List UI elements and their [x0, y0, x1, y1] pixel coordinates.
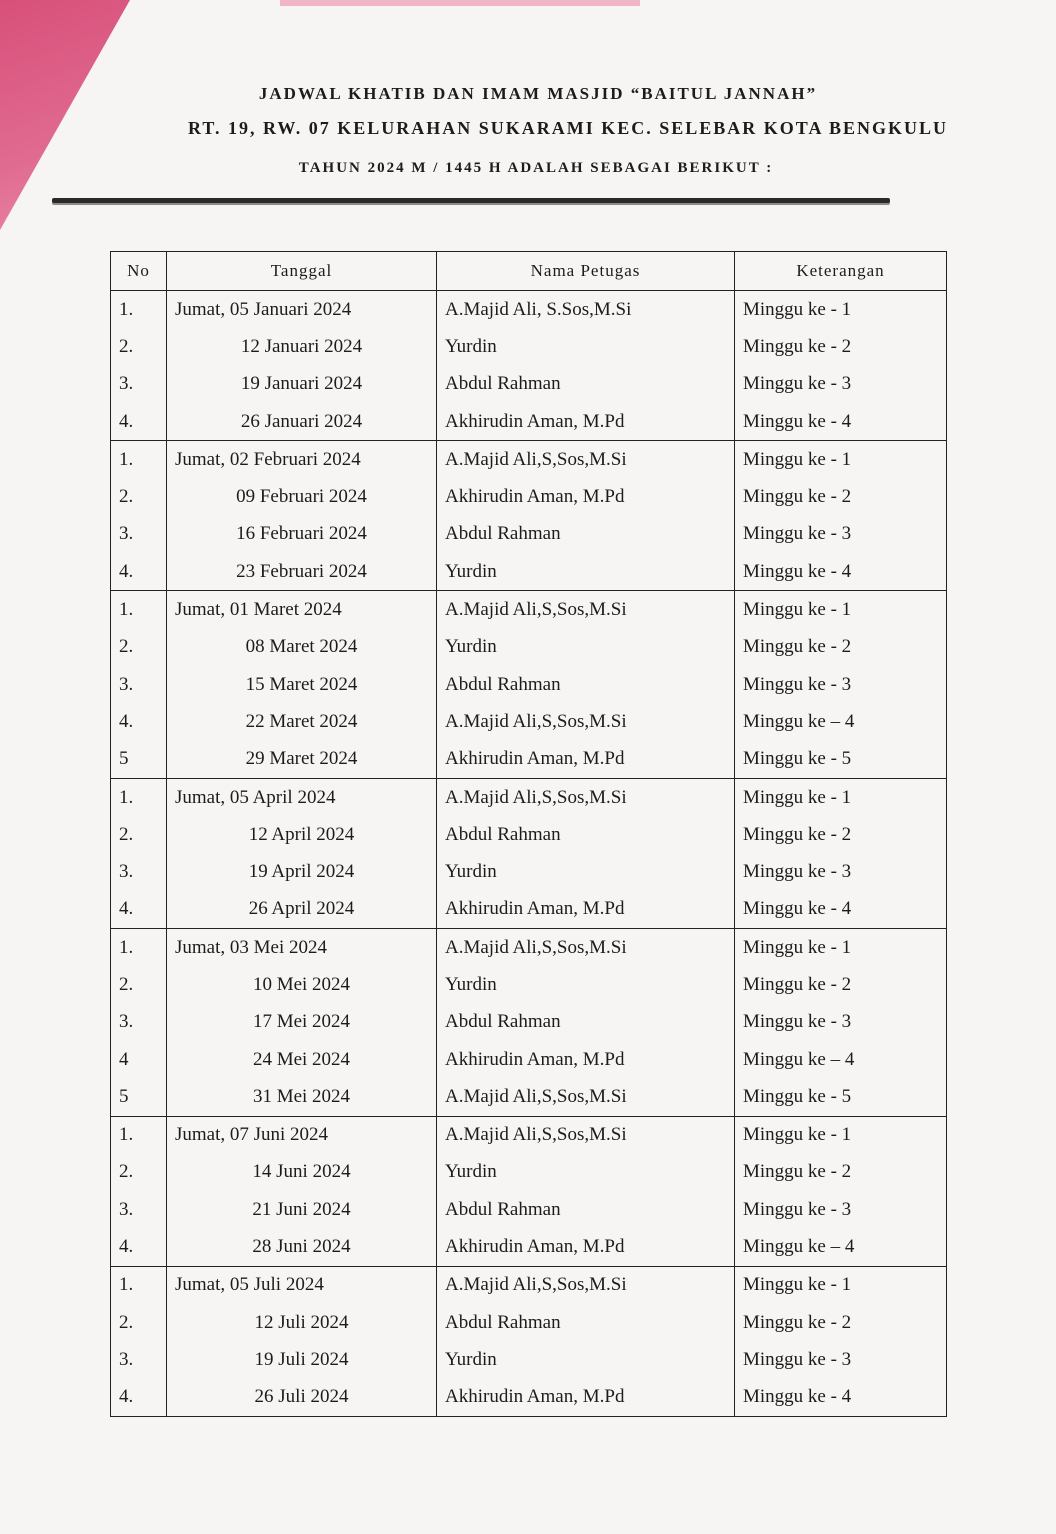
table-row [111, 778, 947, 816]
table-row [111, 629, 947, 666]
table-row [111, 1191, 947, 1228]
row-officer-name: Yurdin [437, 553, 735, 591]
row-number: 2. [111, 816, 167, 853]
table-row [111, 553, 947, 591]
table-row [111, 291, 947, 329]
row-note: Minggu ke - 1 [735, 929, 947, 967]
row-officer-name: A.Majid Ali,S,Sos,M.Si [437, 1266, 735, 1304]
row-number: 4. [111, 1379, 167, 1417]
row-note: Minggu ke - 3 [735, 666, 947, 703]
row-date: Jumat, 03 Mei 2024 [167, 929, 437, 967]
row-number: 5 [111, 741, 167, 779]
row-date: Jumat, 05 Juli 2024 [167, 1266, 437, 1304]
row-officer-name: Akhirudin Aman, M.Pd [437, 891, 735, 929]
row-date: 22 Maret 2024 [167, 703, 437, 740]
row-date: 31 Mei 2024 [167, 1078, 437, 1116]
column-header-no: No [111, 252, 167, 291]
table-row [111, 366, 947, 403]
row-note: Minggu ke - 1 [735, 1266, 947, 1304]
table-row [111, 1341, 947, 1378]
row-date: 19 April 2024 [167, 853, 437, 890]
row-note: Minggu ke - 3 [735, 1341, 947, 1378]
row-note: Minggu ke - 3 [735, 1191, 947, 1228]
row-note: Minggu ke - 5 [735, 741, 947, 779]
schedule-table [110, 251, 947, 1417]
title-line-2: RT. 19, RW. 07 KELURAHAN SUKARAMI KEC. SELEBAR KOTA BENGKULU [188, 118, 948, 138]
row-note: Minggu ke - 2 [735, 1304, 947, 1341]
row-note: Minggu ke - 2 [735, 629, 947, 666]
row-date: Jumat, 02 Februari 2024 [167, 441, 437, 479]
row-officer-name: Akhirudin Aman, M.Pd [437, 403, 735, 441]
row-officer-name: Abdul Rahman [437, 1191, 735, 1228]
row-note: Minggu ke - 2 [735, 328, 947, 365]
row-date: 19 Juli 2024 [167, 1341, 437, 1378]
table-header-row [111, 252, 947, 291]
row-date: 24 Mei 2024 [167, 1041, 437, 1078]
table-row [111, 966, 947, 1003]
row-officer-name: A.Majid Ali,S,Sos,M.Si [437, 1116, 735, 1154]
row-date: 12 April 2024 [167, 816, 437, 853]
row-officer-name: Yurdin [437, 629, 735, 666]
header-divider [52, 198, 890, 203]
row-note: Minggu ke – 4 [735, 1228, 947, 1266]
row-number: 4. [111, 553, 167, 591]
row-date: Jumat, 05 Januari 2024 [167, 291, 437, 329]
row-number: 4. [111, 1228, 167, 1266]
row-officer-name: A.Majid Ali,S,Sos,M.Si [437, 591, 735, 629]
row-note: Minggu ke - 3 [735, 366, 947, 403]
row-number: 2. [111, 1154, 167, 1191]
row-note: Minggu ke – 4 [735, 703, 947, 740]
row-number: 4. [111, 403, 167, 441]
row-officer-name: Yurdin [437, 1341, 735, 1378]
row-number: 4 [111, 1041, 167, 1078]
row-officer-name: A.Majid Ali,S,Sos,M.Si [437, 778, 735, 816]
table-row [111, 1116, 947, 1154]
row-note: Minggu ke - 4 [735, 891, 947, 929]
row-note: Minggu ke - 1 [735, 1116, 947, 1154]
table-row [111, 741, 947, 779]
row-date: 26 Januari 2024 [167, 403, 437, 441]
row-date: Jumat, 07 Juni 2024 [167, 1116, 437, 1154]
table-row [111, 929, 947, 967]
row-officer-name: Yurdin [437, 966, 735, 1003]
row-number: 1. [111, 591, 167, 629]
row-date: 28 Juni 2024 [167, 1228, 437, 1266]
row-date: 26 Juli 2024 [167, 1379, 437, 1417]
row-number: 1. [111, 929, 167, 967]
row-number: 3. [111, 853, 167, 890]
row-date: Jumat, 05 April 2024 [167, 778, 437, 816]
row-number: 3. [111, 1341, 167, 1378]
row-number: 4. [111, 891, 167, 929]
row-note: Minggu ke - 3 [735, 516, 947, 553]
row-officer-name: Akhirudin Aman, M.Pd [437, 741, 735, 779]
row-number: 1. [111, 778, 167, 816]
row-note: Minggu ke - 2 [735, 1154, 947, 1191]
row-date: 21 Juni 2024 [167, 1191, 437, 1228]
row-number: 1. [111, 441, 167, 479]
row-officer-name: Abdul Rahman [437, 666, 735, 703]
row-officer-name: Akhirudin Aman, M.Pd [437, 478, 735, 515]
row-officer-name: Abdul Rahman [437, 1004, 735, 1041]
column-header-tanggal: Tanggal [167, 252, 437, 291]
row-officer-name: Yurdin [437, 853, 735, 890]
title-line-1: JADWAL KHATIB DAN IMAM MASJID “BAITUL JANNAH” [258, 84, 818, 103]
row-number: 1. [111, 1266, 167, 1304]
row-note: Minggu ke - 1 [735, 778, 947, 816]
row-note: Minggu ke - 4 [735, 553, 947, 591]
row-officer-name: Yurdin [437, 1154, 735, 1191]
table-row [111, 591, 947, 629]
row-number: 3. [111, 1191, 167, 1228]
row-officer-name: Abdul Rahman [437, 816, 735, 853]
row-note: Minggu ke - 1 [735, 441, 947, 479]
row-number: 3. [111, 666, 167, 703]
table-row [111, 1154, 947, 1191]
row-officer-name: Abdul Rahman [437, 516, 735, 553]
row-officer-name: A.Majid Ali,S,Sos,M.Si [437, 929, 735, 967]
table-row [111, 1004, 947, 1041]
row-number: 2. [111, 629, 167, 666]
row-note: Minggu ke - 4 [735, 1379, 947, 1417]
table-row [111, 666, 947, 703]
row-number: 1. [111, 1116, 167, 1154]
row-officer-name: A.Majid Ali,S,Sos,M.Si [437, 703, 735, 740]
row-date: 09 Februari 2024 [167, 478, 437, 515]
row-date: 12 Januari 2024 [167, 328, 437, 365]
row-note: Minggu ke – 4 [735, 1041, 947, 1078]
title-line-3: TAHUN 2024 M / 1445 H ADALAH SEBAGAI BERIKUT : [298, 160, 774, 176]
row-number: 2. [111, 1304, 167, 1341]
row-number: 4. [111, 703, 167, 740]
row-number: 3. [111, 1004, 167, 1041]
row-note: Minggu ke - 5 [735, 1078, 947, 1116]
row-date: 14 Juni 2024 [167, 1154, 437, 1191]
table-row [111, 478, 947, 515]
row-date: 19 Januari 2024 [167, 366, 437, 403]
table-row [111, 516, 947, 553]
column-header-nama-petugas: Nama Petugas [437, 252, 735, 291]
row-note: Minggu ke - 2 [735, 966, 947, 1003]
row-number: 2. [111, 478, 167, 515]
table-row [111, 703, 947, 740]
table-row [111, 1304, 947, 1341]
table-row [111, 403, 947, 441]
row-number: 2. [111, 328, 167, 365]
row-officer-name: Akhirudin Aman, M.Pd [437, 1041, 735, 1078]
table-row [111, 441, 947, 479]
row-date: 23 Februari 2024 [167, 553, 437, 591]
table-row [111, 1228, 947, 1266]
pink-top-decoration [280, 0, 640, 6]
row-officer-name: Abdul Rahman [437, 1304, 735, 1341]
row-officer-name: Akhirudin Aman, M.Pd [437, 1228, 735, 1266]
row-date: 29 Maret 2024 [167, 741, 437, 779]
table-row [111, 328, 947, 365]
column-header-keterangan: Keterangan [735, 252, 947, 291]
row-date: 10 Mei 2024 [167, 966, 437, 1003]
table-row [111, 1379, 947, 1417]
row-note: Minggu ke - 1 [735, 591, 947, 629]
row-number: 1. [111, 291, 167, 329]
row-note: Minggu ke - 1 [735, 291, 947, 329]
row-number: 5 [111, 1078, 167, 1116]
row-officer-name: Yurdin [437, 328, 735, 365]
row-officer-name: A.Majid Ali,S,Sos,M.Si [437, 1078, 735, 1116]
row-number: 2. [111, 966, 167, 1003]
table-row [111, 1041, 947, 1078]
pink-corner-decoration [0, 0, 130, 230]
row-date: 17 Mei 2024 [167, 1004, 437, 1041]
row-officer-name: A.Majid Ali,S,Sos,M.Si [437, 441, 735, 479]
row-officer-name: A.Majid Ali, S.Sos,M.Si [437, 291, 735, 329]
row-date: Jumat, 01 Maret 2024 [167, 591, 437, 629]
row-note: Minggu ke - 2 [735, 816, 947, 853]
row-date: 15 Maret 2024 [167, 666, 437, 703]
row-date: 08 Maret 2024 [167, 629, 437, 666]
row-number: 3. [111, 516, 167, 553]
table-row [111, 816, 947, 853]
row-note: Minggu ke - 3 [735, 853, 947, 890]
table-row [111, 1078, 947, 1116]
row-note: Minggu ke - 4 [735, 403, 947, 441]
table-row [111, 891, 947, 929]
row-date: 12 Juli 2024 [167, 1304, 437, 1341]
row-number: 3. [111, 366, 167, 403]
table-row [111, 853, 947, 890]
row-note: Minggu ke - 2 [735, 478, 947, 515]
table-row [111, 1266, 947, 1304]
row-officer-name: Abdul Rahman [437, 366, 735, 403]
row-note: Minggu ke - 3 [735, 1004, 947, 1041]
row-date: 16 Februari 2024 [167, 516, 437, 553]
row-officer-name: Akhirudin Aman, M.Pd [437, 1379, 735, 1417]
row-date: 26 April 2024 [167, 891, 437, 929]
